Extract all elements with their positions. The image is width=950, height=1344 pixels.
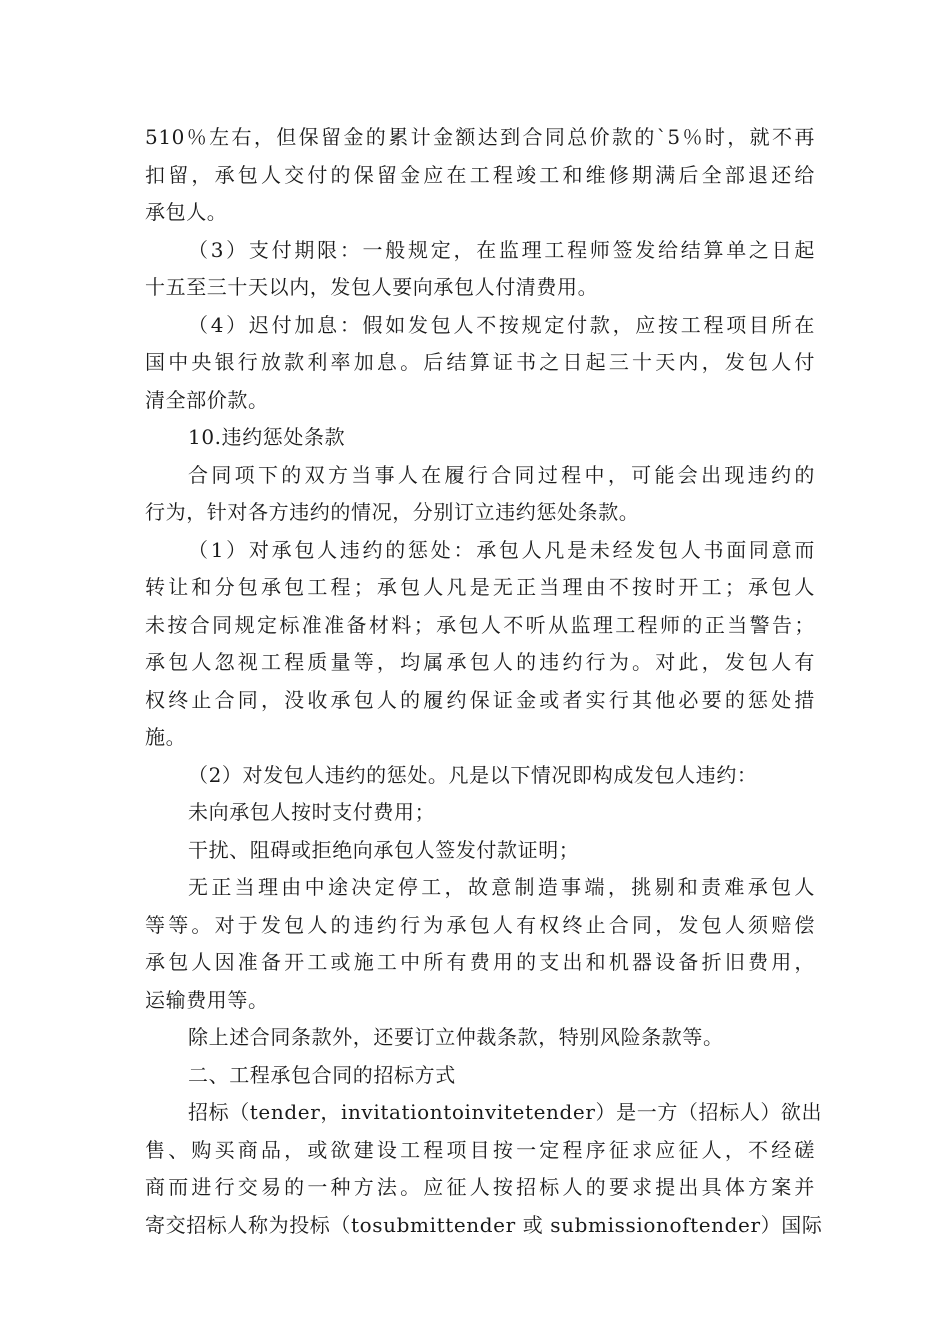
paragraph-contractor-breach (145, 532, 815, 757)
text-line: 承包人。 (145, 200, 228, 224)
text-line: 寄交招标人称为投标（tosubmittender 或 submissionoftender）国际 (145, 1212, 823, 1237)
text-line: 合同项下的双方当事人在履行合同过程中，可能会出现违约的 (188, 462, 815, 487)
text-line: 清全部价款。 (145, 387, 269, 412)
document-body (145, 119, 823, 1244)
paragraph-tender-definition (145, 1094, 823, 1244)
text-line: 承包人因准备开工或施工中所有费用的支出和机器设备折旧费用， (145, 950, 815, 974)
text-line: 运输费用等。 (145, 987, 269, 1012)
paragraph-item-2 (145, 832, 815, 870)
paragraph-employer-breach (145, 757, 815, 795)
text-line: 无正当理由中途决定停工，故意制造事端，挑剔和责难承包人 (188, 875, 815, 899)
text-line: 招标（tender，invitationtoinvitetender）是一方（招标人）欲出 (188, 1100, 823, 1124)
text-line: 行为，针对各方违约的情况，分别订立违约惩处条款。 (145, 500, 640, 524)
text-line: 未按合同规定标准准备材料；承包人不听从监理工程师的正当警告； (145, 612, 815, 637)
text-line: 未向承包人按时支付费用； (188, 800, 436, 824)
text-line: 扣留，承包人交付的保留金应在工程竣工和维修期满后全部退还给 (145, 162, 815, 187)
paragraph-payment-period (145, 232, 815, 307)
text-line: （2）对发包人违约的惩处。凡是以下情况即构成发包人违约： (188, 762, 758, 787)
text-line: 除上述合同条款外，还要订立仲裁条款，特别风险条款等。 (188, 1025, 724, 1049)
text-line: 十五至三十天以内，发包人要向承包人付清费用。 (145, 275, 599, 299)
paragraph-retention (145, 119, 815, 232)
paragraph-item-3 (145, 869, 815, 1019)
text-line: 干扰、阻碍或拒绝向承包人签发付款证明； (188, 837, 580, 862)
text-line: 二、工程承包合同的招标方式 (188, 1062, 456, 1087)
text-line: 售、购买商品，或欲建设工程项目按一定程序征求应征人，不经磋 (145, 1137, 815, 1162)
text-line: 施。 (145, 725, 187, 749)
text-line: （3）支付期限：一般规定，在监理工程师签发给结算单之日起 (188, 237, 815, 262)
paragraph-other-clauses (145, 1019, 815, 1057)
text-line: 转让和分包承包工程；承包人凡是无正当理由不按时开工；承包人 (145, 575, 815, 599)
text-line: 承包人忽视工程质量等，均属承包人的违约行为。对此，发包人有 (145, 650, 815, 674)
text-line: 国中央银行放款利率加息。后结算证书之日起三十天内，发包人付 (145, 350, 815, 374)
text-line: 权终止合同，没收承包人的履约保证金或者实行其他必要的惩处措 (145, 687, 815, 712)
paragraph-late-interest (145, 307, 815, 420)
text-line: 10.违约惩处条款 (188, 425, 346, 449)
paragraph-item-1 (145, 794, 815, 832)
text-line: 510％左右，但保留金的累计金额达到合同总价款的`5％时，就不再 (145, 125, 815, 149)
text-line: （1）对承包人违约的惩处：承包人凡是未经发包人书面同意而 (188, 537, 815, 562)
paragraph-breach-intro (145, 457, 815, 532)
text-line: 商而进行交易的一种方法。应征人按招标人的要求提出具体方案并 (145, 1175, 815, 1199)
text-line: （4）迟付加息：假如发包人不按规定付款，应按工程项目所在 (188, 312, 815, 337)
paragraph-heading-section-2 (145, 1057, 815, 1095)
paragraph-heading-10 (145, 419, 815, 457)
text-line: 等等。对于发包人的违约行为承包人有权终止合同，发包人须赔偿 (145, 912, 815, 937)
